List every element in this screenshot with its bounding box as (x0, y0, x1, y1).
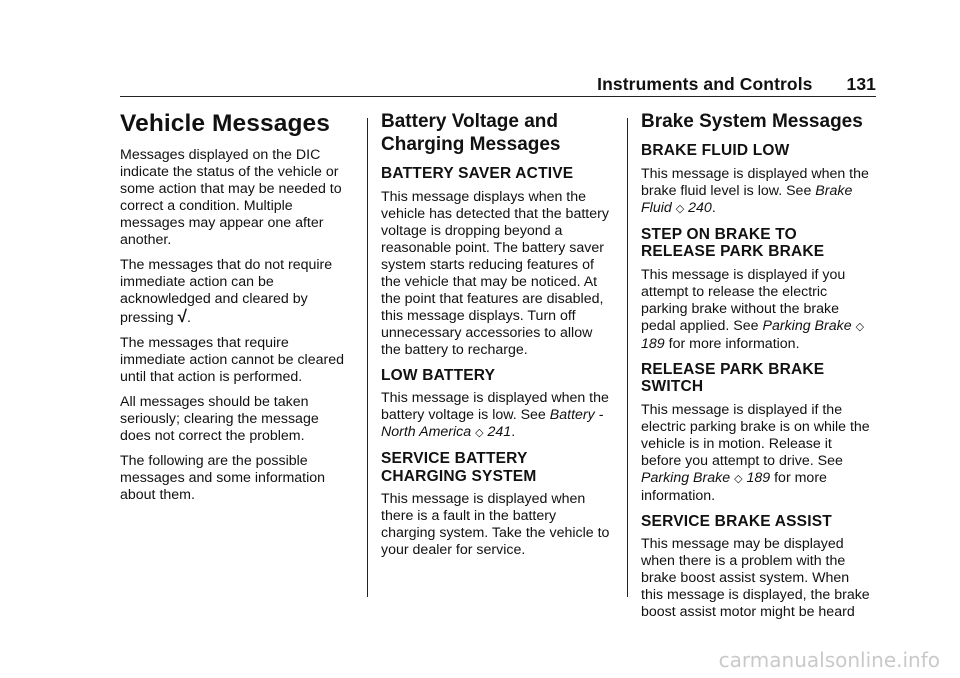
column-1 (120, 108, 350, 512)
page-reference[interactable]: 189 (746, 469, 771, 486)
page-reference[interactable]: 241 (487, 424, 512, 440)
page-reference-icon: ◇ (855, 320, 865, 333)
running-header (597, 74, 876, 95)
column-divider-1 (367, 118, 368, 597)
step-on-brake-heading: STEP ON BRAKE TO RELEASE PARK BRAKE (641, 225, 825, 260)
brake-messages-heading: Brake System Messages (641, 111, 863, 132)
header-rule (120, 96, 876, 97)
battery-link[interactable]: Battery - North America (381, 407, 604, 440)
low-battery-heading: LOW BATTERY (381, 366, 496, 384)
section-title: Instruments and Controls (597, 74, 813, 94)
column-2 (381, 108, 611, 567)
paragraph: This message may be displayed when there is a problem with the brake boost assist system. When this message is displayed, the brake boost assist motor might be heard (641, 536, 870, 620)
parking-brake-link[interactable]: Parking Brake (641, 469, 731, 486)
service-brake-assist-heading: SERVICE BRAKE ASSIST (641, 512, 832, 530)
paragraph: This message is displayed when there is a fault in the battery charging system. Take the vehicle to your dealer for service. (381, 491, 610, 558)
paragraph: Messages displayed on the DIC indicate the status of the vehicle or some action that may be needed to correct a condition. Multiple messages may appear one after another. (120, 147, 342, 248)
column-3 (641, 108, 871, 629)
watermark: carmanualsonline.info (718, 648, 940, 672)
paragraph: This message is displayed when the brake fluid level is low. See Brake Fluid ◇ 240. (641, 165, 869, 216)
paragraph: The messages that require immediate action cannot be cleared until that action is performed. (120, 335, 344, 385)
vehicle-messages-heading: Vehicle Messages (120, 110, 330, 137)
battery-saver-active-heading: BATTERY SAVER ACTIVE (381, 165, 574, 182)
battery-messages-heading: Battery Voltage and Charging Messages (381, 111, 561, 155)
paragraph: This message displays when the vehicle has detected that the battery voltage is dropping beyond a reasonable point. The battery saver system starts reducing features of the vehicle that may be noticed. At the point that features are disabled, this message displays. Turn off unnecessary accessories to allow the battery to recharge. (381, 188, 609, 358)
page-reference[interactable]: 240 (688, 199, 712, 216)
paragraph: All messages should be taken seriously; clearing the message does not correct the problem. (120, 394, 319, 444)
paragraph: This message is displayed if you attempt to release the electric parking brake without the brake pedal applied. See Parking Brake ◇ 189 for more information. (641, 266, 865, 352)
paragraph: This message is displayed when the battery voltage is low. See Battery - North America ◇ 241. (381, 390, 609, 440)
parking-brake-link[interactable]: Parking Brake (762, 317, 852, 334)
release-park-brake-switch-heading: RELEASE PARK BRAKE SWITCH (641, 360, 825, 395)
page-reference[interactable]: 189 (641, 335, 665, 352)
paragraph: This message is displayed if the electric parking brake is on while the vehicle is in motion. Release it before you attempt to drive. See Parking Brake ◇ 189 for more information. (641, 401, 870, 504)
paragraph: The messages that do not require immediate action can be acknowledged and cleared by pressing √. (120, 257, 333, 326)
checkmark-icon: √ (177, 307, 187, 326)
brake-fluid-low-heading: BRAKE FLUID LOW (641, 142, 790, 159)
page-reference-icon: ◇ (475, 427, 484, 439)
page-reference-icon: ◇ (734, 472, 743, 485)
brake-fluid-link[interactable]: Brake Fluid (641, 182, 853, 216)
service-battery-charging-heading: SERVICE BATTERY CHARGING SYSTEM (381, 450, 537, 485)
page-number: 131 (846, 74, 876, 94)
column-divider-2 (627, 118, 628, 597)
page-reference-icon: ◇ (675, 202, 685, 215)
paragraph: The following are the possible messages and some information about them. (120, 453, 326, 503)
